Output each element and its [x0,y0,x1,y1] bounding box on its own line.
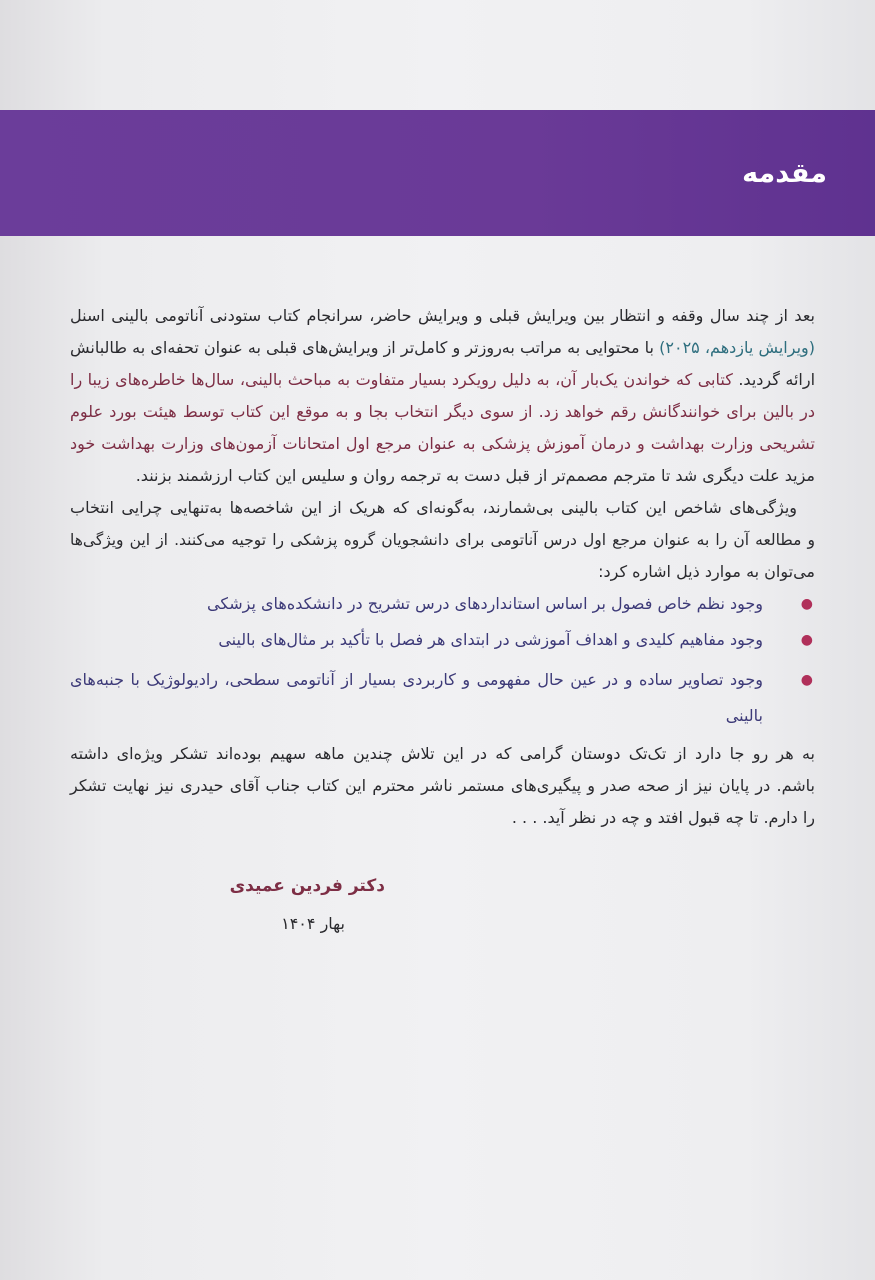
text-line: بعد از چند سال وقفه و انتظار بین ویرایش قبلی و ویرایش حاضر، سرانجام کتاب ستودنی آناتومی بالینی اسنل [70,306,815,325]
text-line: ویژگی‌های شاخص این کتاب بالینی بی‌شمارند، به‌گونه‌ای که هریک از این شاخصه‌ها به‌تنهایی چرایی انتخاب [70,498,797,517]
signature-date: بهار ۱۴۰۴ [281,914,345,933]
text-line: می‌توان به موارد ذیل اشاره کرد: [598,562,815,581]
text-line [70,364,815,396]
text-line [70,332,815,364]
feature-list [70,588,815,734]
text-segment: ارائه گردید. [732,370,816,389]
bullet-dot-icon: ● [800,632,813,648]
text-segment: با محتوایی به مراتب به‌روزتر و کامل‌تر از ویرایش‌های قبلی به عنوان تحفه‌ای به طالبانش [70,338,660,357]
list-item [70,662,815,734]
highlight-line: در بالین برای خوانندگانش رقم خواهد زد. از سوی دیگر انتخاب بجا و به موقع این کتاب توسط هیئت بورد علوم [70,402,815,421]
page-title: مقدمه [742,158,827,189]
highlight-line: تشریحی وزارت بهداشت و درمان آموزش پزشکی به عنوان مرجع اول امتحانات آزمون‌های وزارت بهداشت خود [70,434,815,453]
list-item-text: وجود تصاویر ساده و در عین حال مفهومی و کاربردی بسیار از آناتومی سطحی، رادیولوژیک با جنبه‌های بالینی [70,670,763,725]
text-line: و مطالعه آن را به عنوان مرجع اول درس آناتومی برای دانشجویان گروه پزشکی را توجیه می‌کنند. از این ویژگی‌ها [70,531,815,549]
bullet-dot-icon: ● [800,596,813,612]
paragraph-features [70,492,815,588]
text-line: باشم. در پایان نیز از صحه صدر و پیگیری‌های مستمر ناشر محترم این کتاب جناب آقای حیدری نیز نهایت تشکر [70,776,815,795]
highlight-text: کتابی که خواندن یک‌بار آن، به دلیل رویکرد بسیار متفاوت به مباحث بالینی، سال‌ها خاطره‌های زیبا را [70,370,733,389]
list-item [70,588,815,620]
paragraph-intro [70,300,815,492]
text-line: مزید علت دیگری شد تا مترجم مصمم‌تر از قبل دست به ترجمه روان و سلیس این کتاب ارزشمند بزنند. [135,466,815,485]
body-text [70,300,815,834]
text-line: را دارم. تا چه قبول افتد و چه در نظر آید. . . . [511,808,815,827]
list-item [70,624,815,656]
header-banner [0,110,875,236]
text-line: به هر رو جا دارد از تک‌تک دوستان گرامی که در این تلاش چندین ماهه سهیم بوده‌اند تشکر ویژه‌ای داشته [70,744,815,763]
list-item-text: وجود مفاهیم کلیدی و اهداف آموزشی در ابتدای هر فصل با تأکید بر مثال‌های بالینی [218,630,763,649]
bullet-dot-icon: ● [800,672,813,688]
edition-note: (ویرایش یازدهم، ۲۰۲۵) [659,338,816,357]
paragraph-thanks [70,738,815,834]
author-name: دکتر فردین عمیدی [229,876,385,896]
list-item-text: وجود نظم خاص فصول بر اساس استانداردهای درس تشریح در دانشکده‌های پزشکی [207,594,763,613]
